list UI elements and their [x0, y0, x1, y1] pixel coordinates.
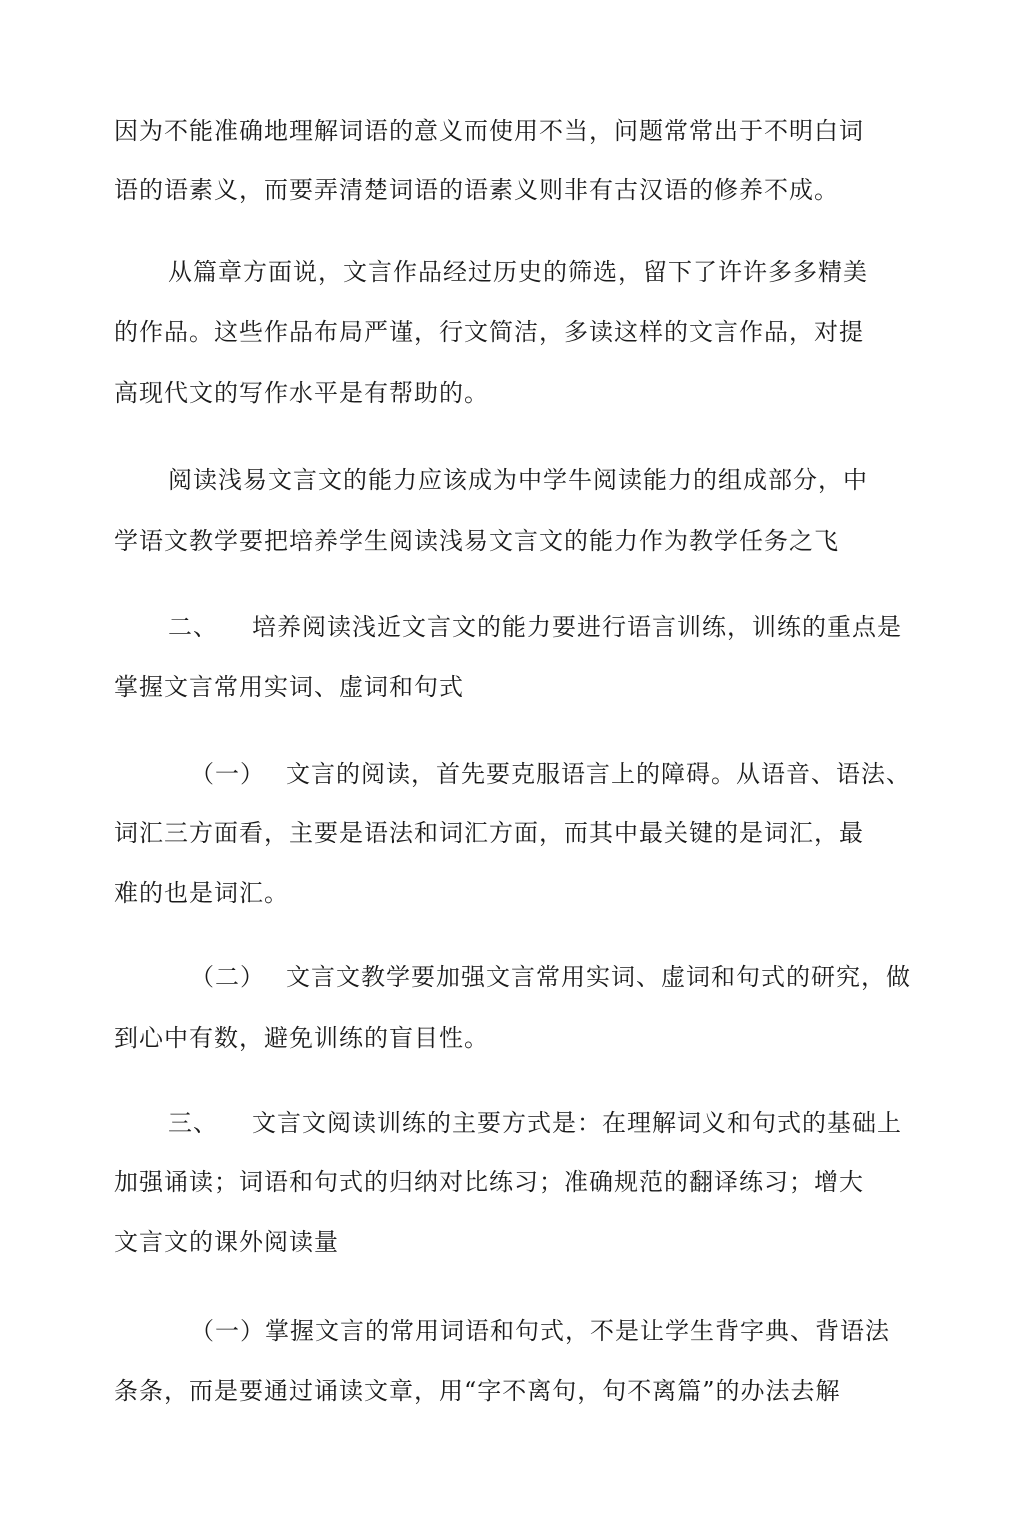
- paragraph-line: 难的也是词汇。: [114, 879, 289, 907]
- paragraph-line: 条条，而是要通过诵读文章，用“字不离句，句不离篇”的办法去解: [114, 1377, 841, 1405]
- paragraph-line: 的作品。这些作品布局严谨，行文简洁，多读这样的文言作品，对提: [114, 318, 864, 346]
- section-heading-line: 培养阅读浅近文言文的能力要进行语言训练，训练的重点是: [252, 613, 902, 641]
- paragraph-line: 阅读浅易文言文的能力应该成为中学牛阅读能力的组成部分，中: [168, 466, 868, 494]
- section-heading-line: 掌握文言常用实词、虚词和句式: [114, 673, 464, 701]
- subsection-number: （一）: [190, 760, 265, 788]
- subsection-number: （二）: [190, 963, 265, 991]
- paragraph-line: 文言的阅读，首先要克服语言上的障碍。从语音、语法、: [286, 760, 911, 788]
- paragraph-line: 语的语素义，而要弄清楚词语的语素义则非有古汉语的修养不成。: [114, 176, 839, 204]
- section-heading-line: 加强诵读；词语和句式的归纳对比练习；准确规范的翻译练习；增大: [114, 1168, 864, 1196]
- paragraph-line: 词汇三方面看，主要是语法和词汇方面，而其中最关键的是词汇，最: [114, 819, 864, 847]
- paragraph-line: （一）掌握文言的常用词语和句式，不是让学生背字典、背语法: [190, 1317, 890, 1345]
- section-heading-line: 文言文的课外阅读量: [114, 1228, 339, 1256]
- section-heading-line: 文言文阅读训练的主要方式是：在理解词义和句式的基础上: [252, 1109, 902, 1137]
- paragraph-line: 因为不能准确地理解词语的意义而使用不当，问题常常出于不明白词: [114, 117, 864, 145]
- paragraph-line: 文言文教学要加强文言常用实词、虚词和句式的研究，做: [286, 963, 911, 991]
- section-number: 二、: [168, 613, 218, 641]
- paragraph-line: 到心中有数，避免训练的盲目性。: [114, 1024, 489, 1052]
- paragraph-line: 从篇章方面说，文言作品经过历史的筛选，留下了许许多多精美: [168, 258, 868, 286]
- paragraph-line: 高现代文的写作水平是有帮助的。: [114, 379, 489, 407]
- section-number: 三、: [168, 1109, 218, 1137]
- paragraph-line: 学语文教学要把培养学生阅读浅易文言文的能力作为教学任务之飞: [114, 527, 839, 555]
